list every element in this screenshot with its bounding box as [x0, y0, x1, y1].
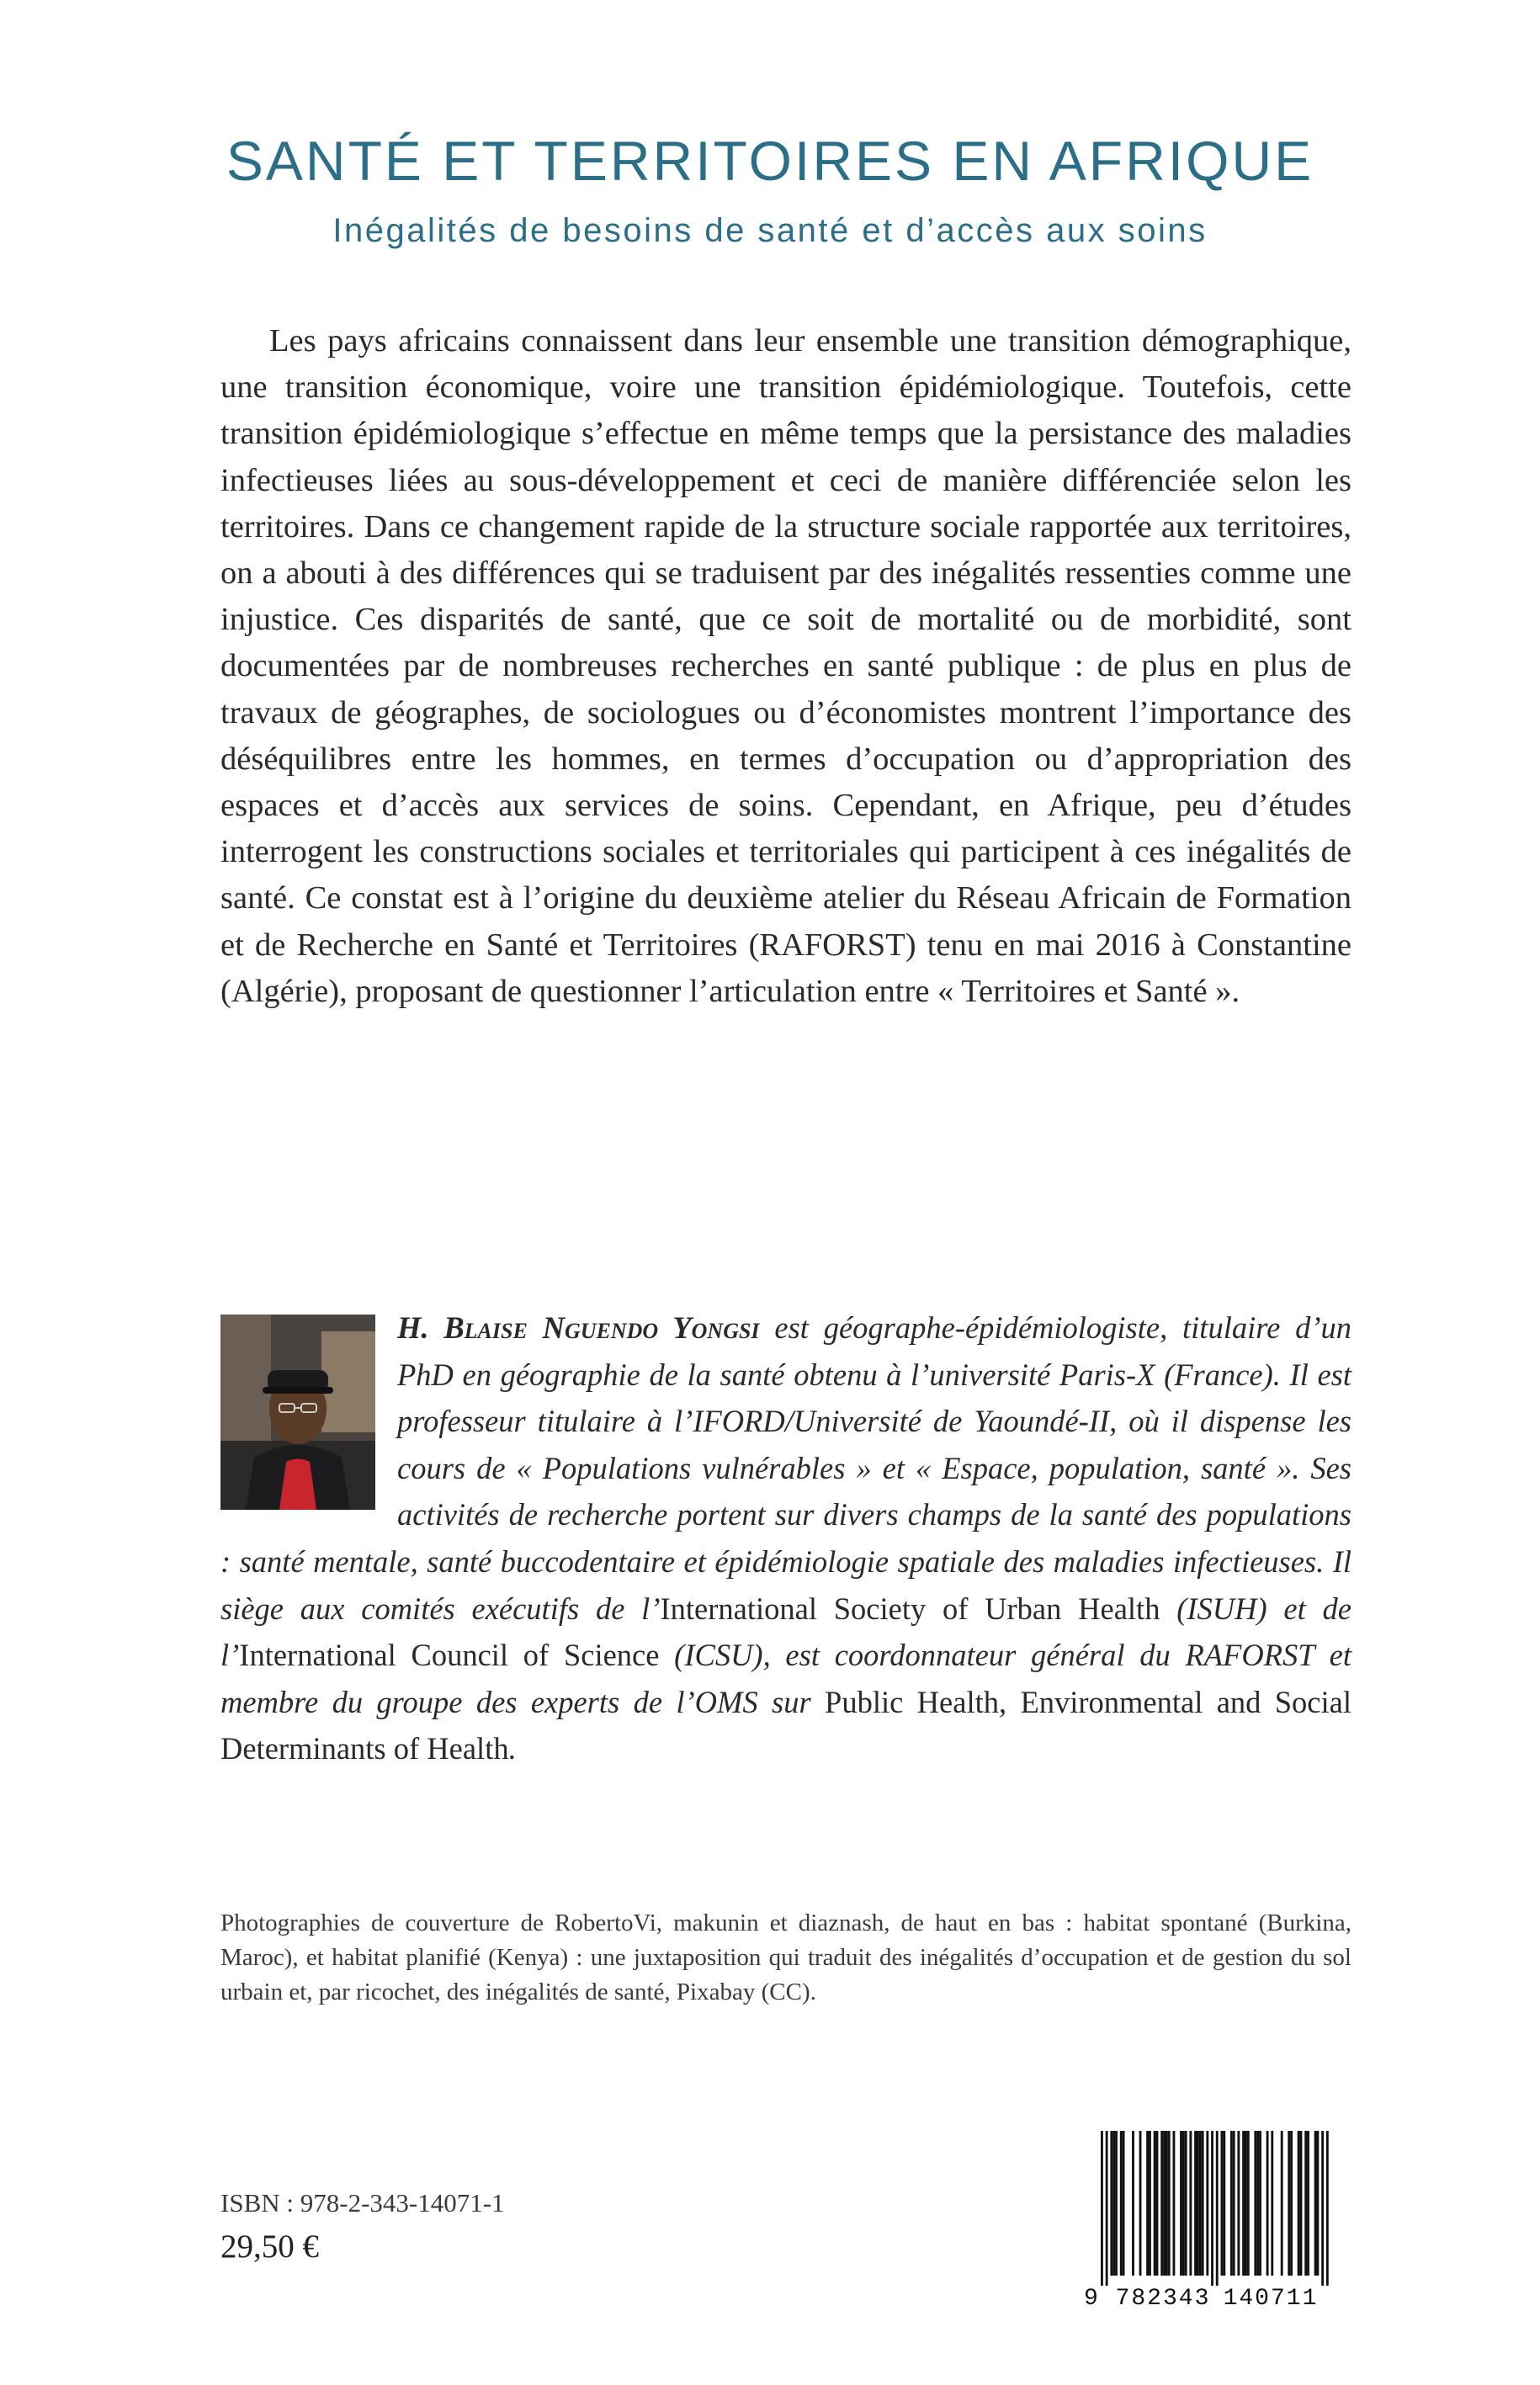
barcode-bar	[1106, 2131, 1108, 2286]
book-title: SANTÉ ET TERRITOIRES EN AFRIQUE	[226, 130, 1314, 192]
barcode-bar	[1160, 2131, 1163, 2276]
barcode-bars	[1101, 2131, 1329, 2286]
book-summary: Les pays africains connaissent dans leur ensemble une transition démographique, une transition économique, voire une transition épidémiologique. Toutefois, cette transition épidémiologique s’effectue en même temps que la persistance des maladies infectieuses liées au sous-développement et ceci de manière différenciée selon les territoires. Dans ce changement rapide de la structure sociale rapportée aux territoires, on a abouti à des différences qui se traduisent par des inégalités ressenties comme une injustice. Ces disparités de santé, que ce soit de mortalité ou de morbidité, sont documentées par de nombreuses recherches en santé publique : de plus en plus de travaux de géographes, de sociologues ou d’économistes montrent l’importance des déséquilibres entre les hommes, en termes d’occupation ou d’appropriation des espaces et d’accès aux services de soins. Cependant, en Afrique, peu d’études interrogent les constructions sociales et territoriales qui participent à ces inégalités de santé. Ce constat est à l’origine du deuxième atelier du Réseau Africain de Formation et de Recherche en Santé et Territoires (RAFORST) tenu en mai 2016 à Constantine (Algérie), proposant de questionner l’articulation entre « Territoires et Santé ».	[220, 323, 1351, 1009]
barcode-bar	[1216, 2131, 1219, 2286]
photo-credits: Photographies de couverture de RobertoVi, makunin et diaznash, de haut en bas : habitat spontané (Burkina, Maroc), et habitat planifié (Kenya) : une juxtaposition qui traduit des inégalités d’occupation et de gestion du sol urbain et, par ricochet, des inégalités de santé, Pixabay (CC).	[220, 1910, 1351, 2005]
barcode-bar	[1113, 2131, 1115, 2276]
barcode-bar	[1230, 2131, 1233, 2276]
barcode-bar	[1139, 2131, 1142, 2276]
price: 29,50 €	[220, 2228, 319, 2265]
barcode-bar	[1314, 2131, 1317, 2276]
book-subtitle: Inégalités de besoins de santé et d’accès aux soins	[332, 212, 1208, 249]
barcode-bar	[1267, 2131, 1269, 2276]
barcode-bar	[1307, 2131, 1309, 2276]
barcode-bar	[1221, 2131, 1224, 2276]
barcode-bar	[1206, 2131, 1208, 2276]
author-org-2: International Council of Science	[239, 1638, 660, 1673]
barcode-bar	[1180, 2131, 1182, 2276]
barcode-bar	[1321, 2131, 1324, 2286]
barcode-bar	[1326, 2131, 1329, 2286]
barcode-bar	[1288, 2131, 1290, 2276]
barcode-bar	[1199, 2131, 1202, 2276]
barcode-bar	[1149, 2131, 1151, 2276]
barcode-bar	[1271, 2131, 1273, 2276]
author-bio-text-2: (ISUH) et de l’	[220, 1591, 1351, 1673]
barcode-bar	[1146, 2131, 1149, 2276]
author-name: H. Blaise Nguendo Yongsi	[397, 1310, 760, 1345]
barcode-bar	[1154, 2131, 1156, 2276]
barcode-bar	[1123, 2131, 1125, 2276]
author-bio-text-1: est géographe-épidémiologiste, titulaire d’un PhD en géographie de la santé obtenu à l’université Paris-X (France). Il est professeur titulaire à l’IFORD/Université de Yaoundé-II, où il dispense les cours de « Populations vulnérables » et « Espace, population, santé ». Ses activités de recherche portent sur divers champs de la santé des populations : santé mentale, santé buccodentaire et épidémiologie spatiale des maladies infectieuses. Il siège aux comités exécutifs de l’	[220, 1310, 1351, 1626]
barcode-bar	[1156, 2131, 1159, 2276]
barcode-bar	[1173, 2131, 1176, 2276]
barcode-bar	[1194, 2131, 1197, 2276]
barcode-bar	[1110, 2131, 1113, 2276]
barcode-bar	[1197, 2131, 1199, 2276]
barcode-bar	[1101, 2131, 1103, 2286]
barcode-bar	[1185, 2131, 1187, 2276]
barcode-bar	[1168, 2131, 1171, 2276]
barcode-bar	[1120, 2131, 1123, 2276]
barcode-bar	[1163, 2131, 1166, 2276]
barcode-bar	[1245, 2131, 1247, 2276]
barcode-digit-lead: 9	[1084, 2286, 1098, 2309]
barcode-bar	[1237, 2131, 1240, 2276]
author-org-3: Public Health, Environmental and Social Determinants of Health	[220, 1684, 1351, 1766]
barcode-bar	[1281, 2131, 1283, 2276]
barcode-bar	[1202, 2131, 1204, 2276]
barcode-bar	[1166, 2131, 1168, 2276]
barcode-bar	[1259, 2131, 1261, 2276]
barcode-bar	[1189, 2131, 1192, 2276]
barcode-bar	[1233, 2131, 1235, 2276]
isbn: ISBN : 978-2-343-14071-1	[220, 2188, 505, 2218]
barcode-icon	[1079, 2131, 1348, 2309]
author-bio	[220, 1304, 1351, 1772]
barcode-bar	[1247, 2131, 1250, 2276]
barcode-digits-right: 140711	[1223, 2286, 1319, 2309]
author-org-1: International Society of Urban Health	[660, 1591, 1160, 1626]
barcode-bar	[1256, 2131, 1259, 2276]
barcode-bar	[1223, 2131, 1225, 2276]
barcode-bar	[1242, 2131, 1245, 2276]
barcode-bar	[1182, 2131, 1185, 2276]
barcode-bar	[1115, 2131, 1118, 2276]
barcode-digits-left: 782343	[1115, 2286, 1211, 2309]
barcode-bar	[1132, 2131, 1134, 2276]
barcode-bar	[1290, 2131, 1293, 2276]
barcode-bar	[1254, 2131, 1256, 2276]
barcode-bar	[1211, 2131, 1213, 2286]
barcode-bar	[1304, 2131, 1307, 2276]
barcode-bar	[1298, 2131, 1300, 2276]
author-bio-text-4: .	[508, 1731, 517, 1766]
barcode-bar	[1300, 2131, 1303, 2276]
barcode-bar	[1317, 2131, 1320, 2276]
author-bio-text-3: (ICSU), est coordonnateur général du RAFORST et membre du groupe des experts de l’OMS sur	[220, 1638, 1351, 1719]
